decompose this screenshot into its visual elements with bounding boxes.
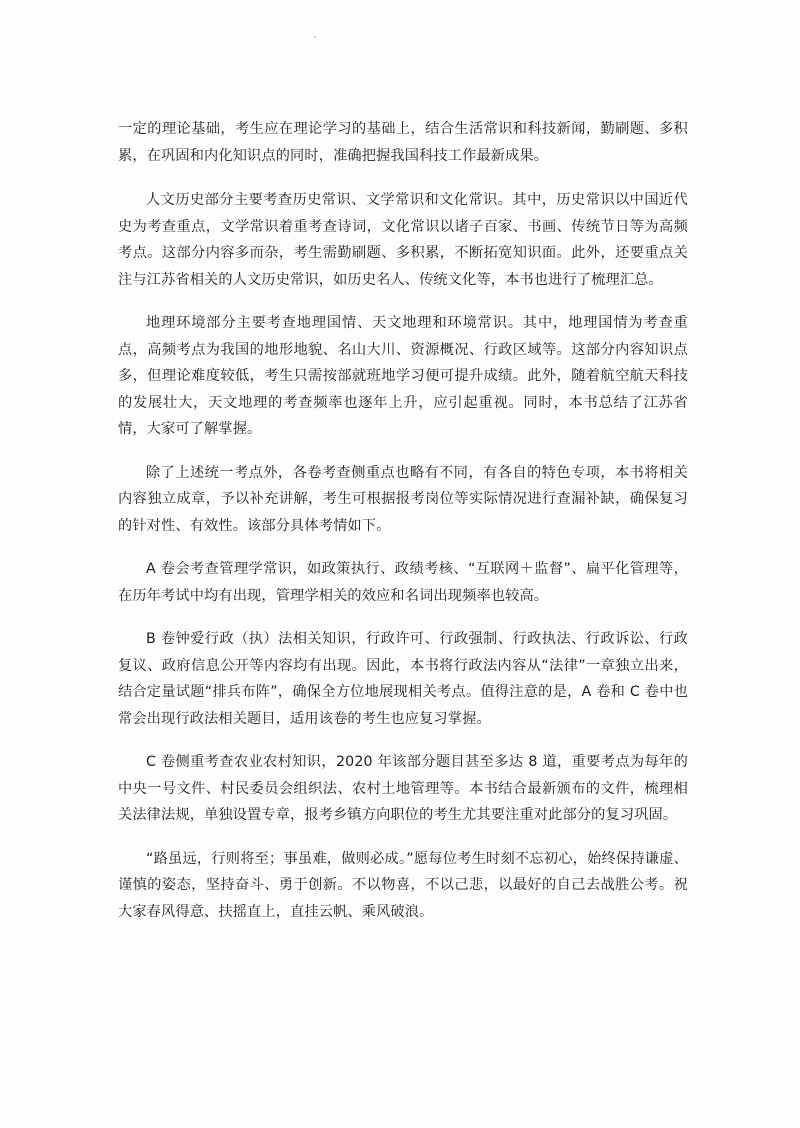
- document-body: [118, 116, 688, 941]
- scan-speck: [314, 36, 316, 38]
- paragraph-science-continuation: 一定的理论基础，考生应在理论学习的基础上，结合生活常识和科技新闻，勤刷题、多积累，在巩固和内化知识点的同时，准确把握我国科技工作最新成果。: [118, 121, 688, 164]
- paragraph-geography-environment: 地理环境部分主要考查地理国情、天文地理和环境常识。其中，地理国情为考查重点，高频考点为我国的地形地貌、名山大川、资源概况、行政区域等。这部分内容知识点多，但理论难度较低，考生只需按部就班地学习便可提升成绩。此外，随着航空航天科技的发展壮大，天文地理的考查频率也逐年上升，应引起重视。同时，本书总结了江苏省情，大家可了解掌握。: [118, 315, 688, 437]
- paragraph-paper-c: C 卷侧重考查农业农村知识，2020 年该部分题目甚至多达 8 道，重要考点为每年的中央一号文件、村民委员会组织法、农村土地管理等。本书结合最新颁布的文件，梳理相关法律法规，单独设置专章，报考乡镇方向职位的考生尤其要注重对此部分的复习巩固。: [118, 754, 688, 823]
- paragraph-paper-a: A 卷会考查管理学常识，如政策执行、政绩考核、“互联网＋监督”、扁平化管理等，在历年考试中均有出现，管理学相关的效应和名词出现频率也较高。: [118, 561, 688, 604]
- paragraph-exam-differences: 除了上述统一考点外，各卷考查侧重点也略有不同，有各自的特色专项，本书将相关内容独立成章，予以补充讲解，考生可根据报考岗位等实际情况进行查漏补缺，确保复习的针对性、有效性。该部分具体考情如下。: [118, 464, 688, 534]
- paragraph-humanities-history: 人文历史部分主要考查历史常识、文学常识和文化常识。其中，历史常识以中国近代史为考查重点，文学常识着重考查诗词，文化常识以诸子百家、书画、传统节日等为高频考点。这部分内容多而杂，考生需勤刷题、多积累，不断拓宽知识面。此外，还要重点关注与江苏省相关的人文历史常识，如历史名人、传统文化等，本书也进行了梳理汇总。: [118, 192, 688, 288]
- paragraph-paper-b: B 卷钟爱行政（执）法相关知识，行政许可、行政强制、行政执法、行政诉讼、行政复议、政府信息公开等内容均有出现。因此，本书将行政法内容从“法律”一章独立出来，结合定量试题“排兵布阵”，确保全方位地展现相关考点。值得注意的是，A 卷和 C 卷中也常会出现行政法相关题目，适用该卷的考生也应复习掌握。: [118, 631, 688, 727]
- paragraph-closing-wishes: “路虽远，行则将至；事虽难，做则必成。”愿每位考生时刻不忘初心，始终保持谦虚、谨慎的姿态，坚持奋斗、勇于创新。不以物喜，不以己悲，以最好的自己去战胜公考。祝大家春风得意、扶摇直上，直挂云帆、乘风破浪。: [118, 850, 688, 920]
